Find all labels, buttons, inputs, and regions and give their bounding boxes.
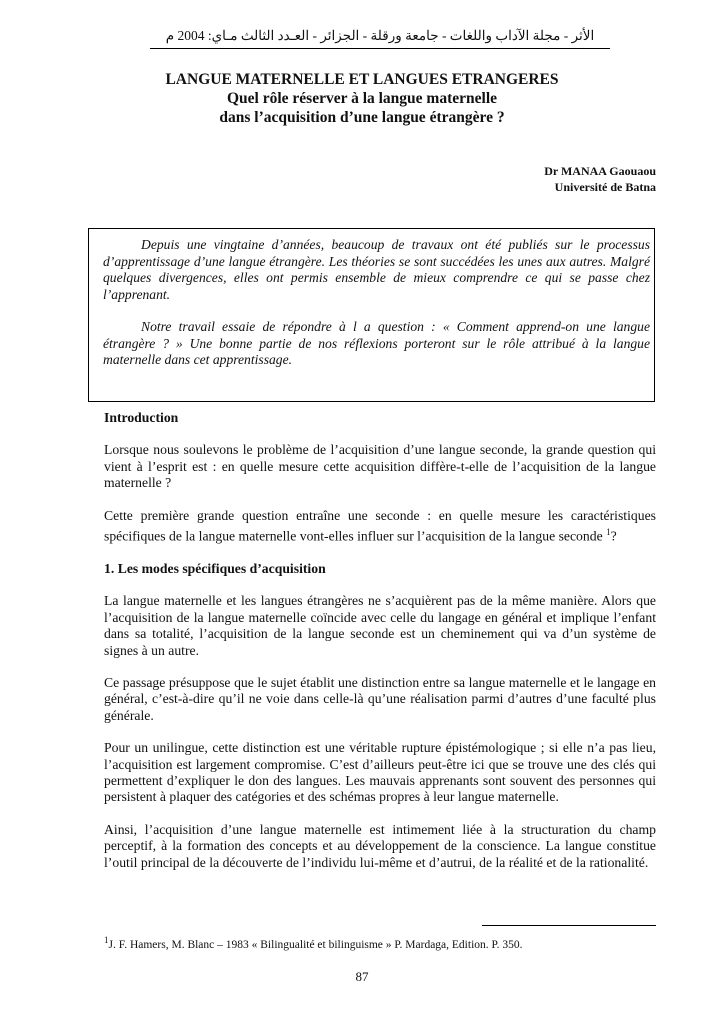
footnote-text: J. F. Hamers, M. Blanc – 1983 « Bilingualité et bilinguisme » P. Mardaga, Edition. P. 350. <box>108 938 523 951</box>
abstract-paragraph-2: Notre travail essaie de répondre à l a question : « Comment apprend-on une langue étrangère ? » Une bonne partie de nos réflexions porteront sur le rôle attribué à la langue maternelle dans cet apprentissage. <box>103 319 650 367</box>
footnote <box>104 933 523 952</box>
section-1-paragraph-4: Ainsi, l’acquisition d’une langue maternelle est intimement liée à la structuration du champ perceptif, à la formation des concepts et au développement de la conscience. La langue constitue l’outil principal de la découverte de l’individu lui-même et d’autrui, de la réalité et de la rationalité. <box>104 821 656 870</box>
intro-paragraph-2-text: Cette première grande question entraîne une seconde : en quelle mesure les caractéristiques spécifiques de la langue maternelle vont-elles influer sur l’acquisition de la langue seconde <box>104 507 656 544</box>
abstract-box <box>88 228 655 402</box>
section-1-paragraph-2: Ce passage présuppose que le sujet établit une distinction entre sa langue maternelle et le langage en général, c’est-à-dire qu’il ne voie dans celle-là qu’une réalisation parmi d’autres d’une faculté plus générale. <box>104 675 656 723</box>
footnote-separator <box>482 925 656 926</box>
intro-paragraph-1: Lorsque nous soulevons le problème de l’acquisition d’une langue seconde, la grande question qui vient à l’esprit est : en quelle mesure cette acquisition diffère-t-elle de l’acquisition de la langue maternelle ? <box>104 442 656 491</box>
page-number: 87 <box>355 969 369 984</box>
running-header: الأثر - مجلة الآداب واللغات - جامعة ورقلة - الجزائر - العـدد الثالث مـاي: 2004 م <box>150 28 610 49</box>
author-name: Dr MANAA Gaouaou <box>544 164 656 178</box>
footnote-ref: 1 <box>606 527 611 538</box>
article-body <box>104 407 656 887</box>
section-1-heading: 1. Les modes spécifiques d’acquisition <box>104 561 326 576</box>
section-1-paragraph-3: Pour un unilingue, cette distinction est une véritable rupture épistémologique ; si elle n’a pas lieu, l’acquisition est largement compromise. C’est d’ailleurs peut-être ici que se trouve une des clés qui permettent d’expliquer le don des langues. Les mauvais apprenants sont souvent des personnes qui persistent à plaquer des catégories et des schémas propres à leur langue maternelle. <box>104 740 656 805</box>
author-affiliation: Université de Batna <box>554 180 656 194</box>
title-line-1: LANGUE MATERNELLE ET LANGUES ETRANGERES <box>165 71 559 88</box>
article-title <box>0 70 724 127</box>
title-line-2: Quel rôle réserver à la langue maternelle <box>226 90 498 107</box>
intro-paragraph-2-end: ? <box>610 528 617 544</box>
abstract-paragraph-1: Depuis une vingtaine d’années, beaucoup de travaux ont été publiés sur le processus d’apprentissage d’une langue étrangère. Les théories se sont succédées les unes aux autres. Malgré quelques divergences, elles ont permis ensemble de mieux comprendre ce qui se passe chez l’apprenant. <box>103 237 650 302</box>
section-1-paragraph-1: La langue maternelle et les langues étrangères ne s’acquièrent pas de la même manière. Alors que l’acquisition de la langue maternelle coïncide avec celle du langage en général et implique l’enfant dans sa totalité, l’acquisition de la langue seconde est un cheminement qui va d’un système de signes à un autre. <box>104 593 656 658</box>
intro-paragraph-2 <box>104 508 656 545</box>
introduction-heading: Introduction <box>104 410 179 425</box>
author-block <box>544 163 656 195</box>
footnote-number: 1 <box>104 935 109 945</box>
title-line-3: dans l’acquisition d’une langue étrangère ? <box>219 109 505 126</box>
